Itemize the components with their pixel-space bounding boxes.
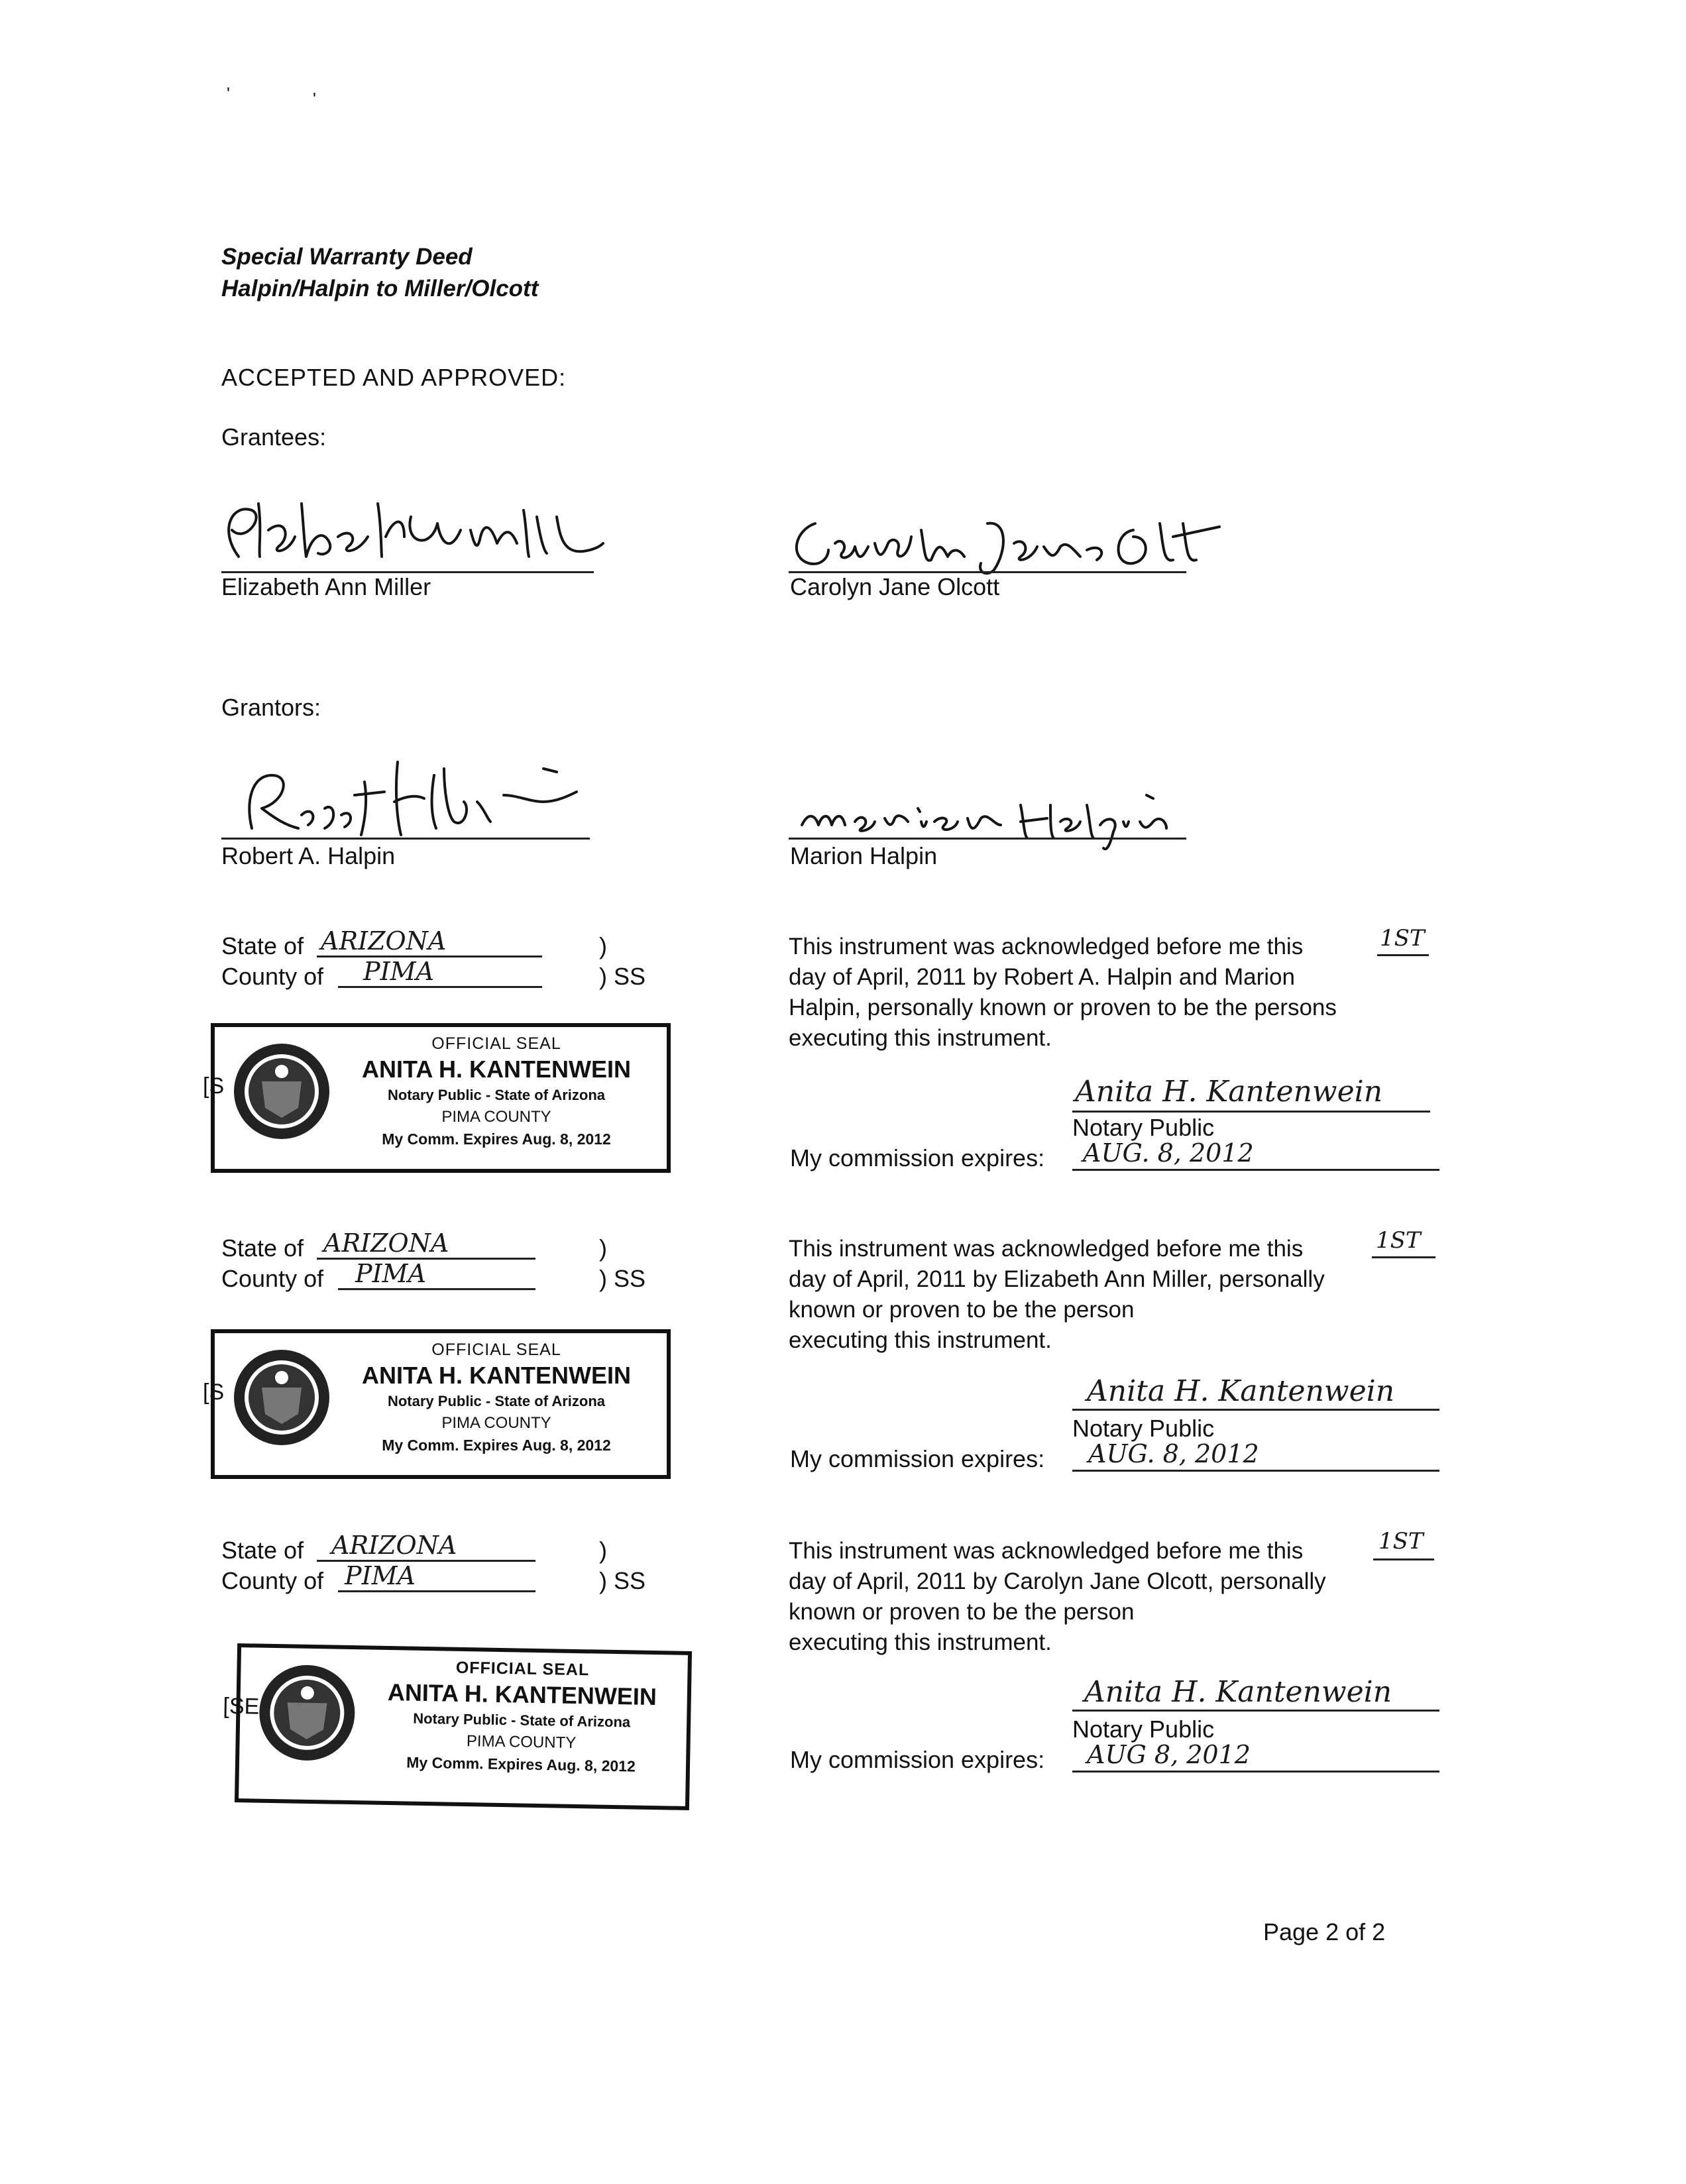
notary-signature: Anita H. Kantenwein — [1087, 1374, 1395, 1408]
accepted-approved: ACCEPTED AND APPROVED: — [221, 364, 567, 391]
header-title: Special Warranty Deed — [221, 244, 473, 270]
commission-label: My commission expires: — [790, 1144, 1045, 1172]
notary-public-label: Notary Public — [1072, 1716, 1215, 1743]
state-label: State of — [221, 1537, 304, 1564]
day-value: 1ST — [1376, 1227, 1421, 1254]
seal-line-1: OFFICIAL SEAL — [455, 1658, 590, 1680]
ack-line: day of April, 2011 by Elizabeth Ann Miller, personally — [789, 1266, 1325, 1292]
ack-line: This instrument was acknowledged before me this — [789, 1538, 1304, 1564]
commission-value: AUG. 8, 2012 — [1083, 1138, 1254, 1168]
ack-line: executing this instrument. — [789, 1025, 1052, 1051]
paren: ) — [599, 1234, 607, 1262]
county-value: PIMA — [355, 1259, 426, 1288]
ack-line: This instrument was acknowledged before me this — [789, 1236, 1304, 1262]
scan-mark: ' — [227, 83, 230, 103]
official-seal-stamp — [203, 1329, 671, 1479]
seal-line-4: PIMA COUNTY — [441, 1108, 551, 1126]
acknowledgment-text — [789, 1234, 1325, 1356]
ack-line: day of April, 2011 by Carolyn Jane Olcott, personally — [789, 1568, 1326, 1594]
grantee-name-miller: Elizabeth Ann Miller — [221, 573, 431, 600]
state-value: ARIZONA — [323, 1228, 449, 1258]
ack-line: This instrument was acknowledged before me this — [789, 934, 1304, 959]
day-value: 1ST — [1380, 925, 1425, 952]
notary-signature: Anita H. Kantenwein — [1075, 1075, 1383, 1109]
notary-signature: Anita H. Kantenwein — [1084, 1675, 1392, 1709]
grantor-name-robert: Robert A. Halpin — [221, 842, 396, 869]
arizona-seal-icon — [232, 1042, 331, 1141]
seal-line-1: OFFICIAL SEAL — [431, 1340, 561, 1359]
official-seal-stamp — [203, 1023, 671, 1173]
notary-public-label: Notary Public — [1072, 1415, 1215, 1442]
official-seal-stamp — [223, 1643, 692, 1810]
acknowledgment-text — [789, 932, 1337, 1054]
state-label: State of — [221, 1234, 304, 1262]
signature-carolyn-olcott — [789, 510, 1226, 576]
ss-label: ) SS — [599, 963, 646, 990]
arizona-seal-icon — [232, 1348, 331, 1447]
ss-label: ) SS — [599, 1265, 646, 1292]
seal-bracket: [S — [203, 1073, 225, 1099]
seal-line-5: My Comm. Expires Aug. 8, 2012 — [382, 1437, 611, 1454]
seal-bracket: [S — [203, 1380, 225, 1405]
county-label: County of — [221, 963, 324, 990]
ack-line: executing this instrument. — [789, 1327, 1052, 1353]
paren: ) — [599, 1537, 607, 1564]
acknowledgment-text — [789, 1536, 1326, 1658]
signature-marion-halpin — [795, 785, 1246, 851]
commission-value: AUG. 8, 2012 — [1088, 1439, 1259, 1468]
signature-elizabeth-miller — [212, 490, 603, 570]
page-number: Page 2 of 2 — [1263, 1918, 1386, 1945]
commission-value: AUG 8, 2012 — [1087, 1740, 1251, 1769]
county-label: County of — [221, 1567, 324, 1594]
seal-line-5: My Comm. Expires Aug. 8, 2012 — [382, 1130, 611, 1148]
ss-label: ) SS — [599, 1567, 646, 1594]
scan-mark: ' — [313, 89, 316, 109]
seal-line-2: ANITA H. KANTENWEIN — [362, 1362, 631, 1389]
ack-line: executing this instrument. — [789, 1629, 1052, 1655]
county-label: County of — [221, 1265, 324, 1292]
ack-line: known or proven to be the person — [789, 1599, 1135, 1625]
seal-line-1: OFFICIAL SEAL — [431, 1034, 561, 1053]
grantors-label: Grantors: — [221, 694, 321, 721]
seal-line-2: ANITA H. KANTENWEIN — [387, 1678, 657, 1711]
signature-robert-halpin — [225, 755, 583, 848]
county-value: PIMA — [363, 957, 434, 986]
header-subtitle: Halpin/Halpin to Miller/Olcott — [221, 276, 539, 301]
seal-bracket: [SE — [223, 1693, 260, 1720]
arizona-seal-icon — [256, 1663, 358, 1764]
county-value: PIMA — [345, 1561, 416, 1590]
document-header — [221, 241, 538, 305]
grantee-name-olcott: Carolyn Jane Olcott — [790, 573, 1000, 600]
seal-line-3: Notary Public - State of Arizona — [387, 1393, 605, 1409]
commission-label: My commission expires: — [790, 1746, 1045, 1773]
state-value: ARIZONA — [331, 1531, 457, 1560]
seal-line-4: PIMA COUNTY — [466, 1732, 577, 1752]
seal-line-2: ANITA H. KANTENWEIN — [362, 1056, 631, 1083]
ack-line: Halpin, personally known or proven to be the persons — [789, 995, 1337, 1020]
paren: ) — [599, 932, 607, 959]
seal-line-3: Notary Public - State of Arizona — [387, 1087, 605, 1103]
day-value: 1ST — [1378, 1528, 1424, 1555]
commission-label: My commission expires: — [790, 1445, 1045, 1472]
grantor-name-marion: Marion Halpin — [790, 842, 938, 869]
seal-line-5: My Comm. Expires Aug. 8, 2012 — [406, 1753, 636, 1775]
seal-line-4: PIMA COUNTY — [441, 1414, 551, 1432]
ack-line: known or proven to be the person — [789, 1297, 1135, 1323]
state-label: State of — [221, 932, 304, 959]
seal-line-3: Notary Public - State of Arizona — [412, 1710, 631, 1731]
grantees-label: Grantees: — [221, 423, 327, 451]
notary-public-label: Notary Public — [1072, 1114, 1215, 1141]
state-value: ARIZONA — [321, 926, 447, 956]
ack-line: day of April, 2011 by Robert A. Halpin and Marion — [789, 964, 1295, 990]
